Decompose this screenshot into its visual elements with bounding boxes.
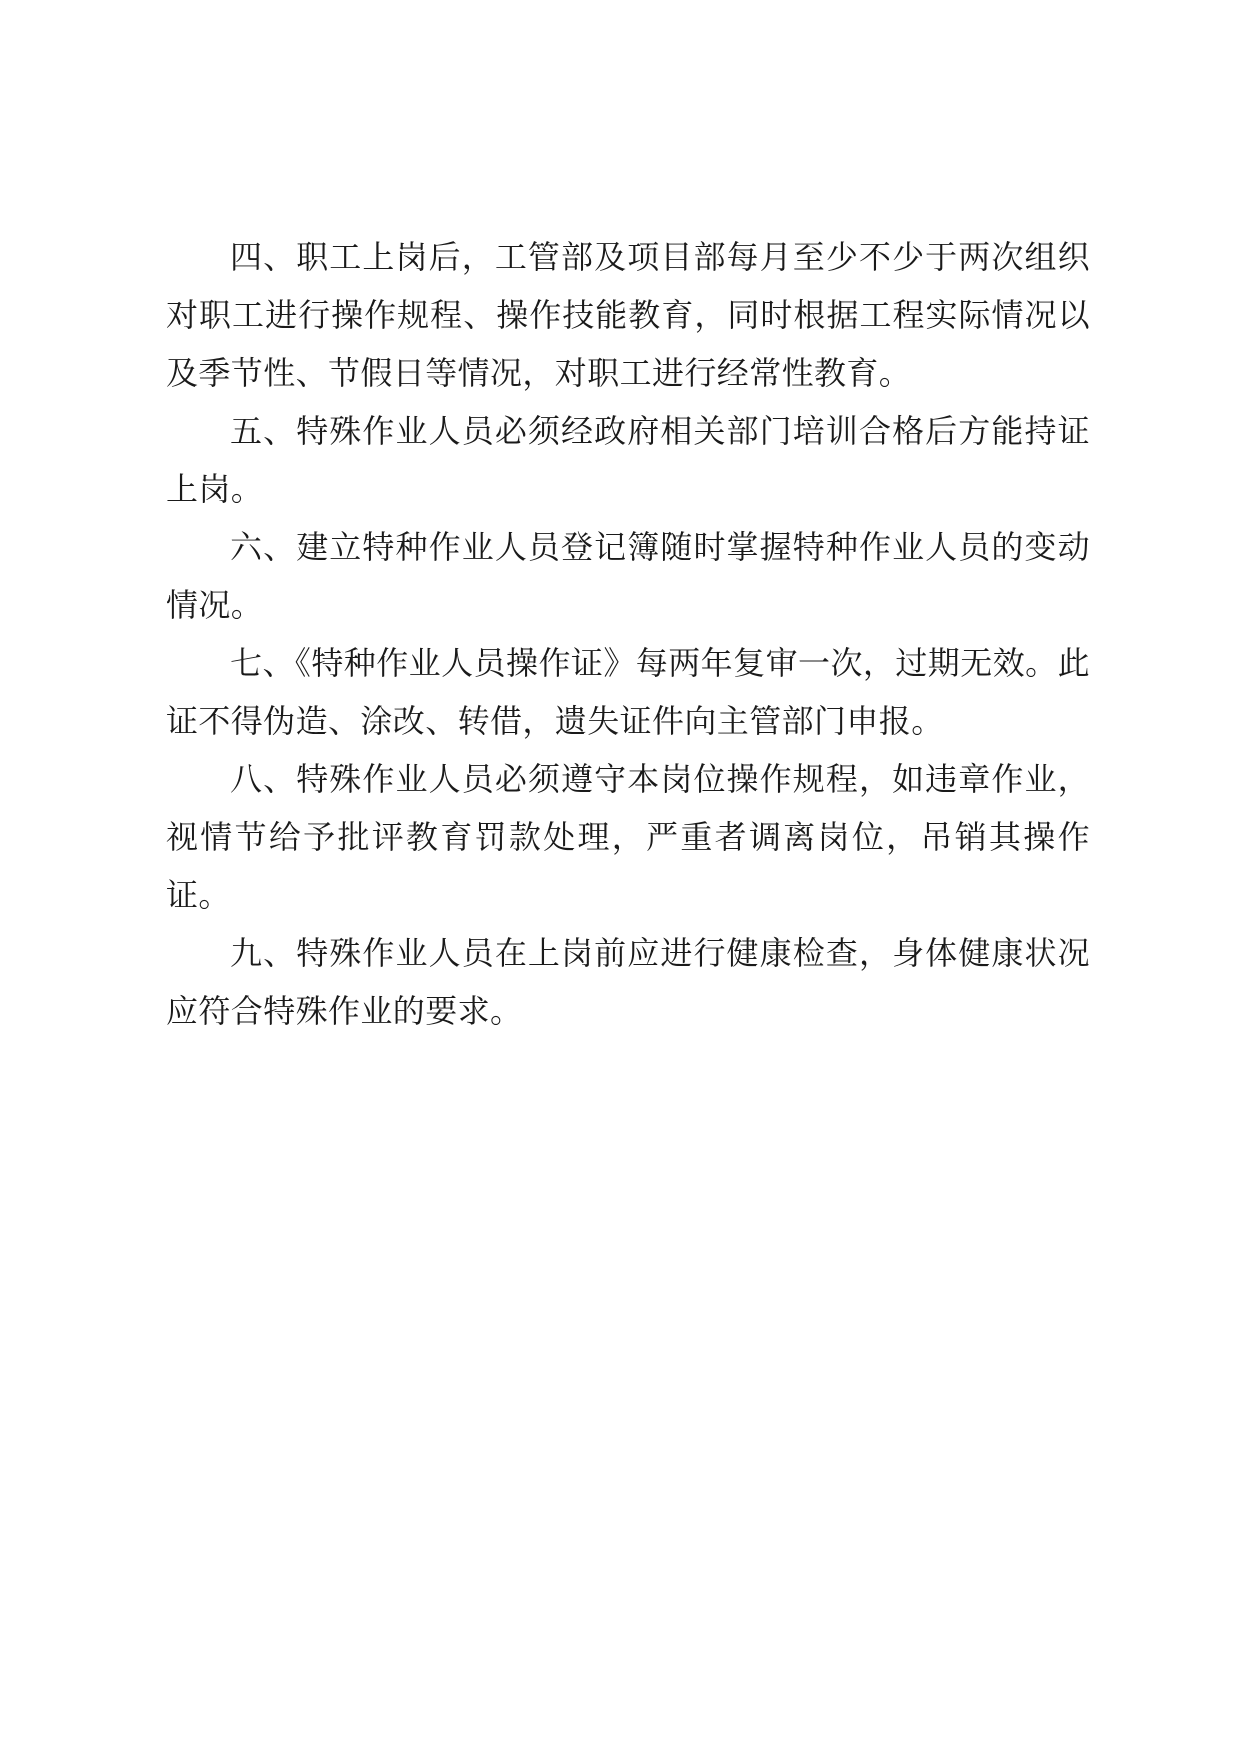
document-body: [166, 228, 1090, 1040]
paragraph-6: 六、建立特种作业人员登记簿随时掌握特种作业人员的变动情况。: [166, 528, 1090, 624]
paragraph-9: 九、特殊作业人员在上岗前应进行健康检查，身体健康状况应符合特殊作业的要求。: [166, 934, 1090, 1030]
paragraph-7: 七、《特种作业人员操作证》每两年复审一次，过期无效。此证不得伪造、涂改、转借，遗失证件向主管部门申报。: [166, 644, 1090, 740]
paragraph-4: 四、职工上岗后，工管部及项目部每月至少不少于两次组织对职工进行操作规程、操作技能教育，同时根据工程实际情况以及季节性、节假日等情况，对职工进行经常性教育。: [166, 238, 1090, 392]
paragraph-8: 八、特殊作业人员必须遵守本岗位操作规程，如违章作业，视情节给予批评教育罚款处理，严重者调离岗位，吊销其操作证。: [166, 760, 1090, 914]
paragraph-5: 五、特殊作业人员必须经政府相关部门培训合格后方能持证上岗。: [166, 412, 1090, 508]
